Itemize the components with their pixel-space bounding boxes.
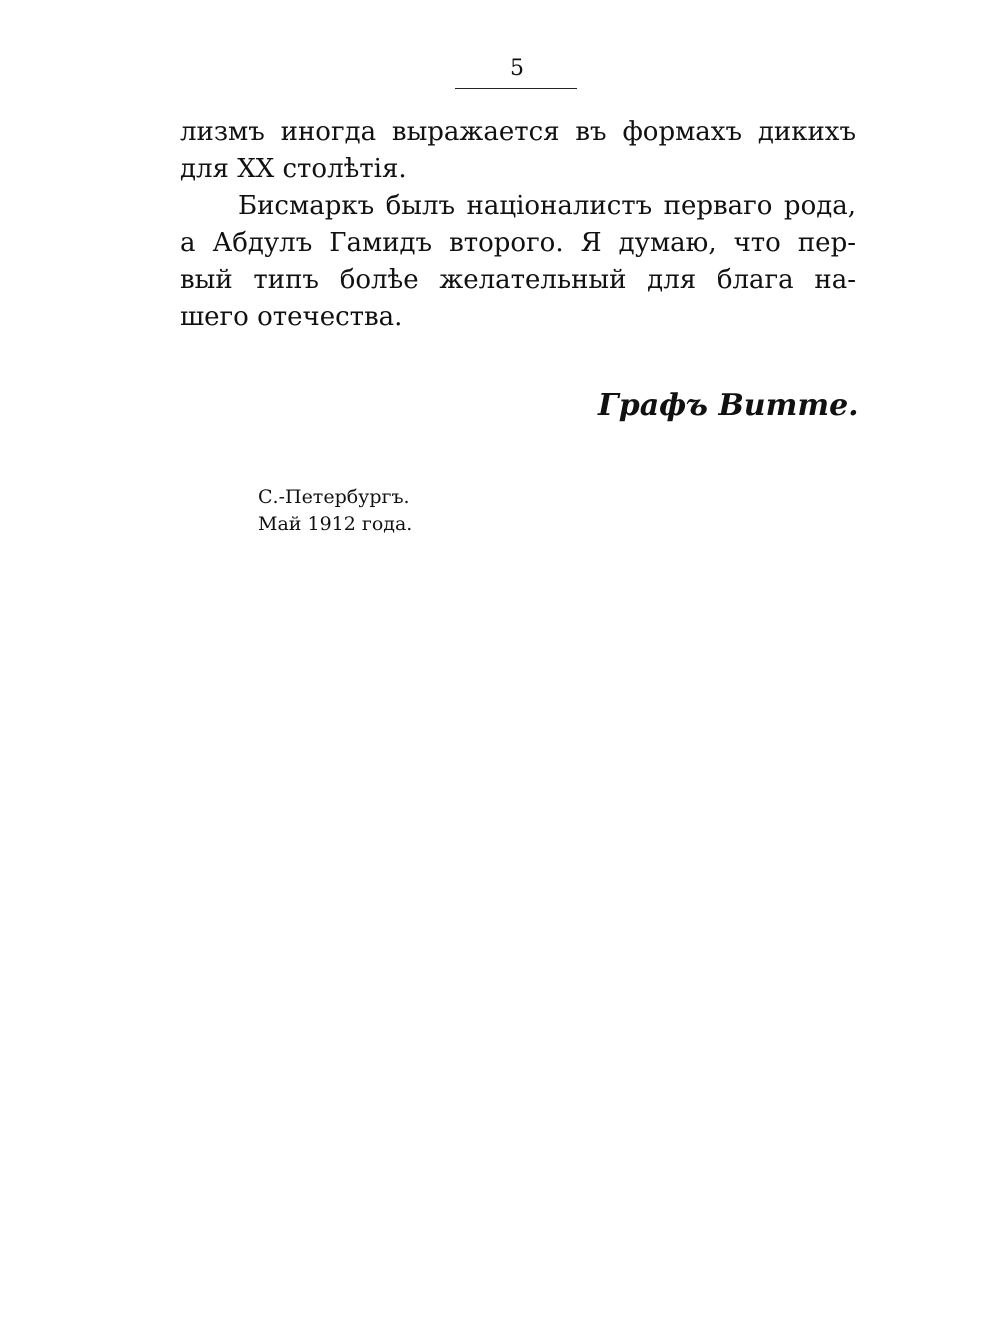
- page-number: 5: [510, 56, 524, 81]
- header-rule: [455, 88, 577, 89]
- place-date-block: [258, 484, 412, 538]
- text-line: для XX столѣтія.: [180, 154, 407, 184]
- text-line: шего отечества.: [180, 302, 403, 332]
- text-line: вый типъ болѣе желательный для блага на-: [180, 265, 856, 295]
- body-text: [180, 114, 856, 336]
- date: Май 1912 года.: [258, 513, 413, 535]
- place: С.-Петербургъ.: [258, 486, 410, 508]
- signature: Графъ Витте.: [598, 388, 859, 423]
- text-line: а Абдулъ Гамидъ второго. Я думаю, что пер-: [180, 228, 856, 258]
- text-line: лизмъ иногда выражается въ формахъ дикихъ: [180, 117, 856, 147]
- text-line: Бисмаркъ былъ націоналистъ перваго рода,: [238, 191, 856, 221]
